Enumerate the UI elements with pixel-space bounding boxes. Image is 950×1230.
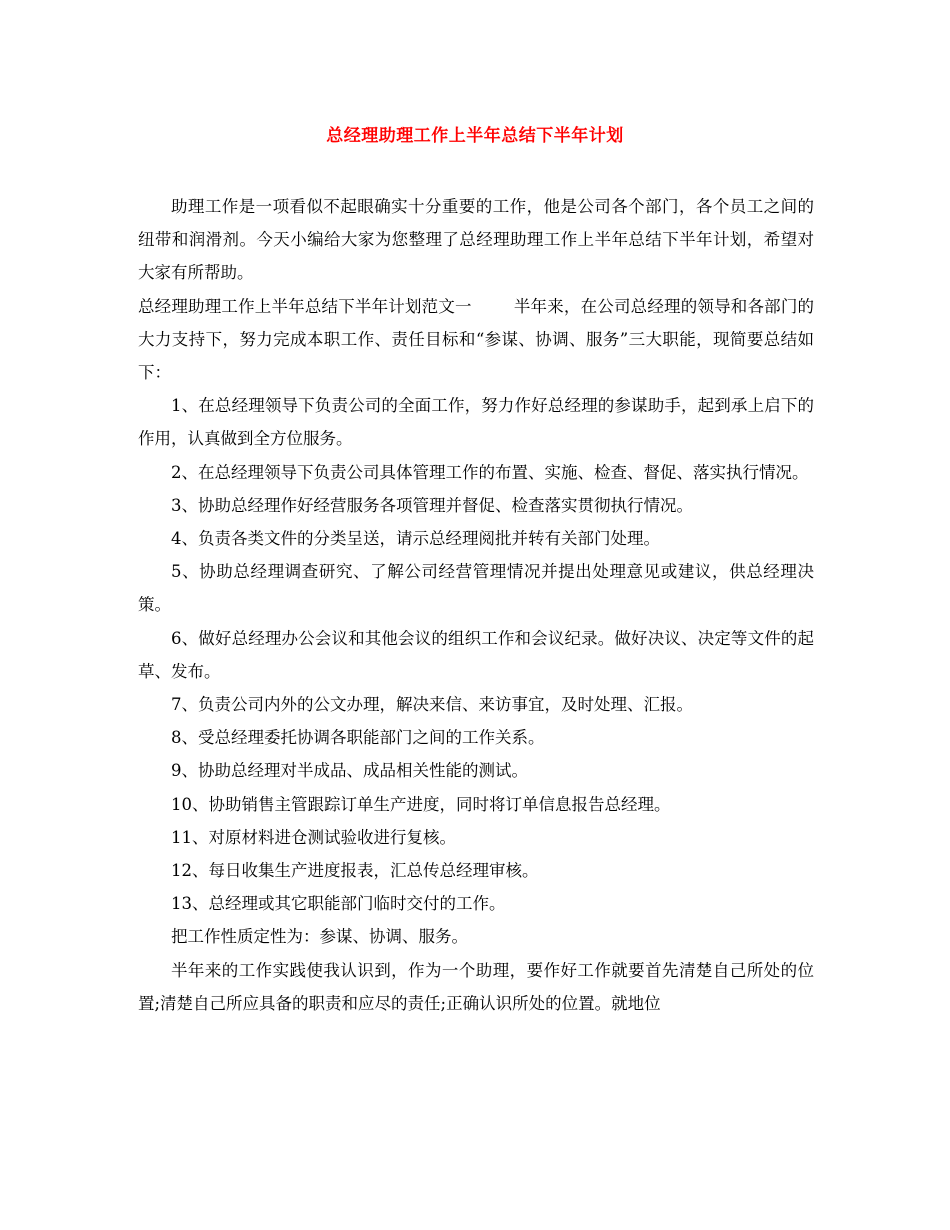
list-item: 13、总经理或其它职能部门临时交付的工作。 [171, 894, 506, 914]
section-heading: 总经理助理工作上半年总结下半年计划范文一 [138, 296, 472, 316]
section-intro: 半年来，在公司总经理的领导和各部门的大力支持下，努力完成本职工作、责任目标和“参谋、协调、服务”三大职能，现简要总结如下： [138, 296, 815, 383]
nature-paragraph: 把工作性质定性为：参谋、协调、服务。 [171, 927, 468, 947]
list-item: 11、对原材料进仓测试验收进行复核。 [171, 827, 456, 847]
list-item: 3、协助总经理作好经营服务各项管理并督促、检查落实贯彻执行情况。 [171, 495, 693, 515]
document-body [138, 190, 814, 1020]
closing-paragraph: 半年来的工作实践使我认识到，作为一个助理，要作好工作就要首先清楚自己所处的位置;清楚自己所应具备的职责和应尽的责任;正确认识所处的位置。就地位 [138, 960, 814, 1013]
list-item: 10、协助销售主管跟踪订单生产进度，同时将订单信息报告总经理。 [171, 794, 671, 814]
list-item: 6、做好总经理办公会议和其他会议的组织工作和会议纪录。做好决议、决定等文件的起草、发布。 [138, 628, 814, 681]
section-paragraph [138, 290, 814, 390]
list-item: 12、每日收集生产进度报表，汇总传总经理审核。 [171, 861, 539, 881]
list-item: 7、负责公司内外的公文办理，解决来信、来访事宜，及时处理、汇报。 [171, 695, 693, 715]
list-item: 2、在总经理领导下负责公司具体管理工作的布置、实施、检查、督促、落实执行情况。 [171, 462, 809, 482]
document-title: 总经理助理工作上半年总结下半年计划 [326, 126, 624, 146]
list-item: 4、负责各类文件的分类呈送，请示总经理阅批并转有关部门处理。 [171, 529, 660, 549]
list-item: 1、在总经理领导下负责公司的全面工作，努力作好总经理的参谋助手，起到承上启下的作用，认真做到全方位服务。 [138, 396, 814, 449]
intro-paragraph: 助理工作是一项看似不起眼确实十分重要的工作，他是公司各个部门，各个员工之间的纽带和润滑剂。今天小编给大家为您整理了总经理助理工作上半年总结下半年计划，希望对大家有所帮助。 [138, 197, 814, 283]
list-item: 9、协助总经理对半成品、成品相关性能的测试。 [171, 761, 528, 781]
list-item: 8、受总经理委托协调各职能部门之间的工作关系。 [171, 728, 545, 748]
list-item: 5、协助总经理调查研究、了解公司经营管理情况并提出处理意见或建议，供总经理决策。 [138, 562, 814, 615]
